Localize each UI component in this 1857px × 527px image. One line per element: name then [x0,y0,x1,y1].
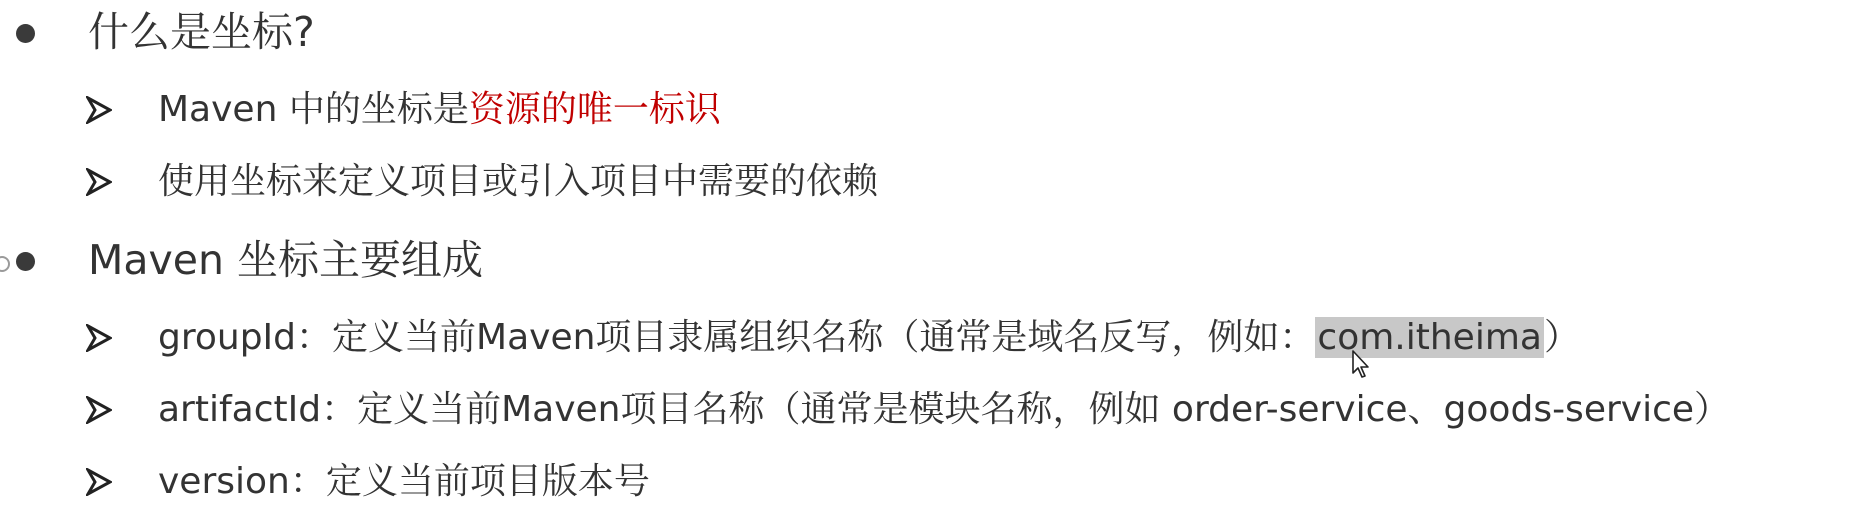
item-text-main: Maven 中的坐标是 [158,89,469,130]
item-text-emphasis: 资源的唯一标识 [468,89,721,130]
item-text-main: groupId：定义当前Maven项目隶属组织名称（通常是域名反写，例如： [158,317,1316,358]
section-title: Maven 坐标主要组成 [88,236,484,284]
item-text-suffix: ） [1543,317,1580,358]
bullet-dot [16,24,35,43]
section-title: 什么是坐标? [88,8,315,56]
arrow-bullet-icon [86,396,112,424]
selected-text-highlight[interactable]: com.itheima [1317,317,1542,358]
list-item-text: version：定义当前项目版本号 [158,461,650,502]
ghost-bullet-icon [0,256,10,272]
mouse-cursor-icon [1351,349,1373,381]
list-item-text: 使用坐标来定义项目或引入项目中需要的依赖 [158,161,879,202]
arrow-bullet-icon [86,324,112,352]
list-item-text [158,89,721,130]
arrow-bullet-icon [86,168,112,196]
arrow-bullet-icon [86,96,112,124]
list-item-text: artifactId：定义当前Maven项目名称（通常是模块名称，例如 order-service、goods-service） [158,389,1731,430]
bullet-dot [16,252,35,271]
arrow-bullet-icon [86,468,112,496]
